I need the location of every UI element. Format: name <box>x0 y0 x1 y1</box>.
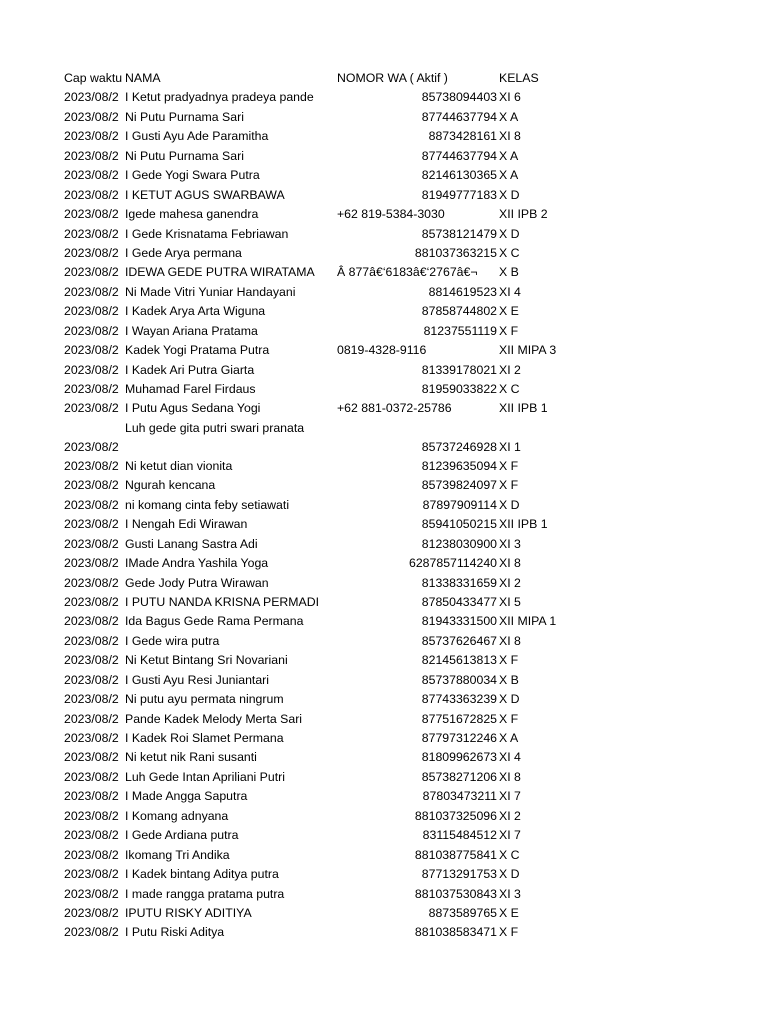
cell-name: Ida Bagus Gede Rama Permana <box>125 614 304 629</box>
cell-timestamp: 2023/08/2 <box>64 226 119 241</box>
cell-phone: +62 881-0372-25786 <box>337 401 452 416</box>
cell-name: I made rangga pratama putra <box>125 886 285 901</box>
table-row <box>0 535 768 554</box>
cell-phone: 85737880034 <box>421 672 497 687</box>
cell-timestamp: 2023/08/2 <box>64 362 119 377</box>
cell-name: Gusti Lanang Sastra Adi <box>125 536 258 551</box>
cell-kelas: XI 4 <box>499 750 521 765</box>
cell-kelas: X D <box>499 692 520 707</box>
header-kelas: KELAS <box>499 71 539 85</box>
cell-kelas: XI 3 <box>499 536 521 551</box>
cell-kelas: XI 2 <box>499 575 521 590</box>
cell-name: I Gede Krisnatama Febriawan <box>125 226 289 241</box>
cell-kelas: XI 8 <box>499 769 521 784</box>
cell-name: I PUTU NANDA KRISNA PERMADI <box>125 594 320 609</box>
table-row <box>0 127 768 146</box>
cell-phone: 82146130365 <box>421 168 497 183</box>
cell-phone: 81949777183 <box>421 187 497 202</box>
header-name: NAMA <box>125 71 161 85</box>
table-row <box>0 923 768 942</box>
cell-timestamp: 2023/08/2 <box>64 401 119 416</box>
cell-timestamp: 2023/08/2 <box>64 925 119 940</box>
cell-kelas: X C <box>499 245 520 260</box>
cell-timestamp: 2023/08/2 <box>64 382 119 396</box>
cell-phone: 881038583471 <box>414 925 497 940</box>
cell-phone: 881037363215 <box>414 245 497 260</box>
cell-name: I Nengah Edi Wirawan <box>125 517 248 532</box>
cell-phone: 87743363239 <box>421 692 497 707</box>
table-row <box>0 554 768 573</box>
table-row <box>0 593 768 612</box>
table-row <box>0 322 768 341</box>
cell-kelas: XII IPB 1 <box>499 401 548 416</box>
cell-kelas: XI 2 <box>499 362 521 377</box>
cell-phone: 81809962673 <box>421 750 497 765</box>
cell-phone: 87751672825 <box>421 711 497 726</box>
cell-timestamp: 2023/08/2 <box>64 789 119 804</box>
cell-phone: +62 819-5384-3030 <box>337 207 445 222</box>
cell-name: IPUTU RISKY ADITIYA <box>125 905 252 920</box>
cell-timestamp: 2023/08/2 <box>64 672 119 687</box>
cell-timestamp: 2023/08/2 <box>64 109 119 124</box>
cell-kelas: X B <box>499 265 519 280</box>
cell-timestamp: 2023/08/2 <box>64 517 119 532</box>
cell-timestamp: 2023/08/2 <box>64 323 119 338</box>
cell-timestamp: 2023/08/2 <box>64 304 119 319</box>
cell-kelas: X D <box>499 226 520 241</box>
cell-timestamp: 2023/08/2 <box>64 886 119 901</box>
cell-name: Ni Putu Purnama Sari <box>125 148 244 163</box>
cell-timestamp: 2023/08/2 <box>64 614 119 629</box>
table-row <box>0 496 768 515</box>
cell-timestamp: 2023/08/2 <box>64 90 119 105</box>
table-row <box>0 748 768 767</box>
cell-kelas: X E <box>499 905 519 920</box>
cell-phone: 87850433477 <box>421 594 497 609</box>
table-row <box>0 283 768 302</box>
table-row <box>0 807 768 826</box>
cell-phone: 85737246928 <box>421 439 497 454</box>
cell-phone: 85739824097 <box>421 478 497 493</box>
table-row <box>0 690 768 709</box>
table-row <box>0 904 768 923</box>
cell-name: I Kadek Ari Putra Giarta <box>125 362 255 377</box>
cell-timestamp: 2023/08/2 <box>64 187 119 202</box>
cell-kelas: XI 4 <box>499 284 521 299</box>
cell-phone: 87858744802 <box>421 304 497 319</box>
cell-phone: 81238030900 <box>421 536 497 551</box>
cell-kelas: X B <box>499 672 519 687</box>
cell-phone: 81338331659 <box>421 575 497 590</box>
table-row <box>0 341 768 360</box>
cell-timestamp: 2023/08/2 <box>64 207 119 222</box>
cell-timestamp: 2023/08/2 <box>64 265 119 280</box>
cell-phone: 881038775841 <box>414 847 497 862</box>
cell-phone: 87744637794 <box>421 148 497 163</box>
table-row <box>0 632 768 651</box>
cell-phone: 85941050215 <box>421 517 497 532</box>
header-phone: NOMOR WA ( Aktif ) <box>337 71 448 85</box>
cell-kelas: X F <box>499 925 519 940</box>
table-body <box>0 88 768 942</box>
cell-phone: 81943331500 <box>421 614 497 629</box>
cell-phone: 8873589765 <box>428 905 497 920</box>
table-row <box>0 88 768 107</box>
cell-name: ni komang cinta feby setiawati <box>125 497 290 512</box>
cell-phone: 0819-4328-9116 <box>337 343 427 358</box>
cell-kelas: XII IPB 2 <box>499 207 548 222</box>
cell-name: Ni Made Vitri Yuniar Handayani <box>125 284 296 299</box>
table-row <box>0 651 768 670</box>
cell-kelas: XI 3 <box>499 886 521 901</box>
table-row <box>0 865 768 884</box>
cell-name: Pande Kadek Melody Merta Sari <box>125 711 303 726</box>
cell-name: I Kadek Roi Slamet Permana <box>125 731 284 745</box>
cell-timestamp: 2023/08/2 <box>64 828 119 843</box>
cell-timestamp: 2023/08/2 <box>64 284 119 299</box>
header-time: Cap waktu <box>64 71 123 85</box>
cell-phone: 85738121479 <box>421 226 497 241</box>
cell-name: Ni putu ayu permata ningrum <box>125 692 284 707</box>
cell-kelas: XI 2 <box>499 808 521 823</box>
cell-kelas: X A <box>499 148 519 163</box>
cell-name: Ni Ketut Bintang Sri Novariani <box>125 653 288 668</box>
cell-phone: 6287857114240 <box>409 556 497 571</box>
cell-kelas: X D <box>499 867 520 882</box>
table-row <box>0 108 768 127</box>
cell-name: I Kadek Arya Arta Wiguna <box>125 304 266 319</box>
table-row <box>0 186 768 205</box>
table-row <box>0 399 768 418</box>
cell-phone: 881037530843 <box>414 886 497 901</box>
cell-kelas: XII IPB 1 <box>499 517 548 532</box>
cell-phone: 85738094403 <box>421 90 497 105</box>
table-row <box>0 671 768 690</box>
cell-kelas: X C <box>499 847 520 862</box>
table-row <box>0 166 768 185</box>
cell-kelas: XI 8 <box>499 633 521 648</box>
table-row <box>0 147 768 166</box>
table-row <box>0 419 768 457</box>
table-row <box>0 612 768 631</box>
cell-timestamp: 2023/08/2 <box>64 478 119 493</box>
cell-timestamp: 2023/08/2 <box>64 536 119 551</box>
cell-timestamp: 2023/08/2 <box>64 653 119 668</box>
cell-name: I Putu Agus Sedana Yogi <box>125 401 261 416</box>
cell-kelas: X D <box>499 187 520 202</box>
cell-name: I Gede wira putra <box>125 633 220 648</box>
cell-timestamp: 2023/08/2 <box>64 847 119 862</box>
cell-timestamp: 2023/08/2 <box>64 711 119 726</box>
cell-phone: 8814619523 <box>428 284 497 299</box>
cell-timestamp: 2023/08/2 <box>64 575 119 590</box>
cell-name: I Komang adnyana <box>125 808 229 823</box>
cell-kelas: XII MIPA 3 <box>499 343 557 358</box>
cell-timestamp: 2023/08/2 <box>64 497 119 512</box>
cell-kelas: X A <box>499 731 519 745</box>
table-row <box>0 380 768 399</box>
cell-name: I Ketut pradyadnya pradeya pande <box>125 90 314 105</box>
cell-phone: Â 877â€‘6183â€‘2767â€¬ <box>337 265 478 280</box>
cell-phone: 85738271206 <box>421 769 497 784</box>
cell-name: I Putu Riski Aditya <box>125 925 225 940</box>
cell-name: Igede mahesa ganendra <box>125 207 259 222</box>
cell-timestamp: 2023/08/2 <box>64 168 119 183</box>
cell-phone: 881037325096 <box>414 808 497 823</box>
cell-name: Ngurah kencana <box>125 478 216 493</box>
cell-timestamp: 2023/08/2 <box>64 458 119 473</box>
cell-name: Kadek Yogi Pratama Putra <box>125 343 270 358</box>
cell-timestamp: 2023/08/2 <box>64 750 119 765</box>
cell-phone: 8873428161 <box>428 129 497 144</box>
table-row <box>0 885 768 904</box>
cell-phone: 82145613813 <box>421 653 497 668</box>
cell-timestamp: 2023/08/2 <box>64 633 119 648</box>
table-row <box>0 225 768 244</box>
cell-timestamp: 2023/08/2 <box>64 594 119 609</box>
cell-timestamp: 2023/08/2 <box>64 129 119 144</box>
cell-name: Ni ketut dian vionita <box>125 458 233 473</box>
cell-phone: 87797312246 <box>421 731 497 745</box>
cell-kelas: XI 7 <box>499 828 521 843</box>
cell-name: I KETUT AGUS SWARBAWA <box>125 187 285 202</box>
table-row <box>0 476 768 495</box>
cell-name: Ni ketut nik Rani susanti <box>125 750 257 765</box>
cell-timestamp: 2023/08/2 <box>64 692 119 707</box>
cell-kelas: XI 6 <box>499 90 521 105</box>
cell-name: Luh gede gita putri swari pranata <box>125 420 305 435</box>
cell-timestamp: 2023/08/2 <box>64 148 119 163</box>
cell-timestamp: 2023/08/2 <box>64 905 119 920</box>
table-row <box>0 729 768 748</box>
cell-phone: 87897909114 <box>422 497 497 512</box>
table-row <box>0 244 768 263</box>
table-row <box>0 361 768 380</box>
table-row <box>0 205 768 224</box>
cell-phone: 87713291753 <box>421 867 497 882</box>
cell-kelas: XI 8 <box>499 129 521 144</box>
cell-timestamp: 2023/08/2 <box>64 769 119 784</box>
cell-timestamp: 2023/08/2 <box>64 343 119 358</box>
cell-kelas: XII MIPA 1 <box>499 614 557 629</box>
cell-phone: 81239635094 <box>421 458 497 473</box>
cell-kelas: X E <box>499 304 519 319</box>
table-row <box>0 768 768 787</box>
cell-timestamp: 2023/08/2 <box>64 439 119 454</box>
cell-kelas: X F <box>499 653 519 668</box>
cell-name: I Gusti Ayu Ade Paramitha <box>125 129 269 144</box>
cell-kelas: X F <box>499 323 519 338</box>
table-row <box>0 515 768 534</box>
cell-timestamp: 2023/08/2 <box>64 867 119 882</box>
cell-phone: 83115484512 <box>422 828 497 843</box>
cell-kelas: X D <box>499 497 520 512</box>
cell-name: Muhamad Farel Firdaus <box>125 382 256 396</box>
cell-phone: 81237551119 <box>423 323 497 338</box>
cell-name: I Gusti Ayu Resi Juniantari <box>125 672 269 687</box>
cell-name: IDEWA GEDE PUTRA WIRATAMA <box>125 265 315 280</box>
cell-phone: 87803473211 <box>422 789 497 804</box>
cell-name: I Gede Arya permana <box>125 245 242 260</box>
cell-name: Gede Jody Putra Wirawan <box>125 575 269 590</box>
table-row <box>0 787 768 806</box>
table-row <box>0 302 768 321</box>
cell-name: Ikomang Tri Andika <box>125 847 230 862</box>
cell-kelas: XI 5 <box>499 594 521 609</box>
cell-phone: 87744637794 <box>421 109 497 124</box>
spreadsheet-sheet <box>0 69 768 943</box>
table-row <box>0 826 768 845</box>
cell-phone: 81959033822 <box>421 382 497 396</box>
header-row <box>0 69 768 88</box>
cell-kelas: X F <box>499 478 519 493</box>
cell-name: I Kadek bintang Aditya putra <box>125 867 279 882</box>
cell-name: I Wayan Ariana Pratama <box>125 323 258 338</box>
cell-name: I Gede Ardiana putra <box>125 828 239 843</box>
cell-phone: 85737626467 <box>421 633 497 648</box>
cell-kelas: XI 7 <box>499 789 521 804</box>
cell-timestamp: 2023/08/2 <box>64 731 119 745</box>
cell-kelas: X C <box>499 382 520 396</box>
cell-name: I Gede Yogi Swara Putra <box>125 168 260 183</box>
cell-kelas: X A <box>499 109 519 124</box>
table-row <box>0 710 768 729</box>
table-row <box>0 846 768 865</box>
cell-kelas: X A <box>499 168 519 183</box>
table-row <box>0 263 768 282</box>
cell-timestamp: 2023/08/2 <box>64 808 119 823</box>
cell-kelas: XI 1 <box>499 439 521 454</box>
cell-name: IMade Andra Yashila Yoga <box>125 556 269 571</box>
cell-phone: 81339178021 <box>421 362 497 377</box>
cell-name: I Made Angga Saputra <box>125 789 248 804</box>
table-row <box>0 457 768 476</box>
cell-name: Ni Putu Purnama Sari <box>125 109 244 124</box>
cell-kelas: XI 8 <box>499 556 521 571</box>
cell-kelas: X F <box>499 458 519 473</box>
cell-name: Luh Gede Intan Apriliani Putri <box>125 769 285 784</box>
cell-timestamp: 2023/08/2 <box>64 245 119 260</box>
cell-kelas: X F <box>499 711 519 726</box>
table-row <box>0 574 768 593</box>
cell-timestamp: 2023/08/2 <box>64 556 119 571</box>
